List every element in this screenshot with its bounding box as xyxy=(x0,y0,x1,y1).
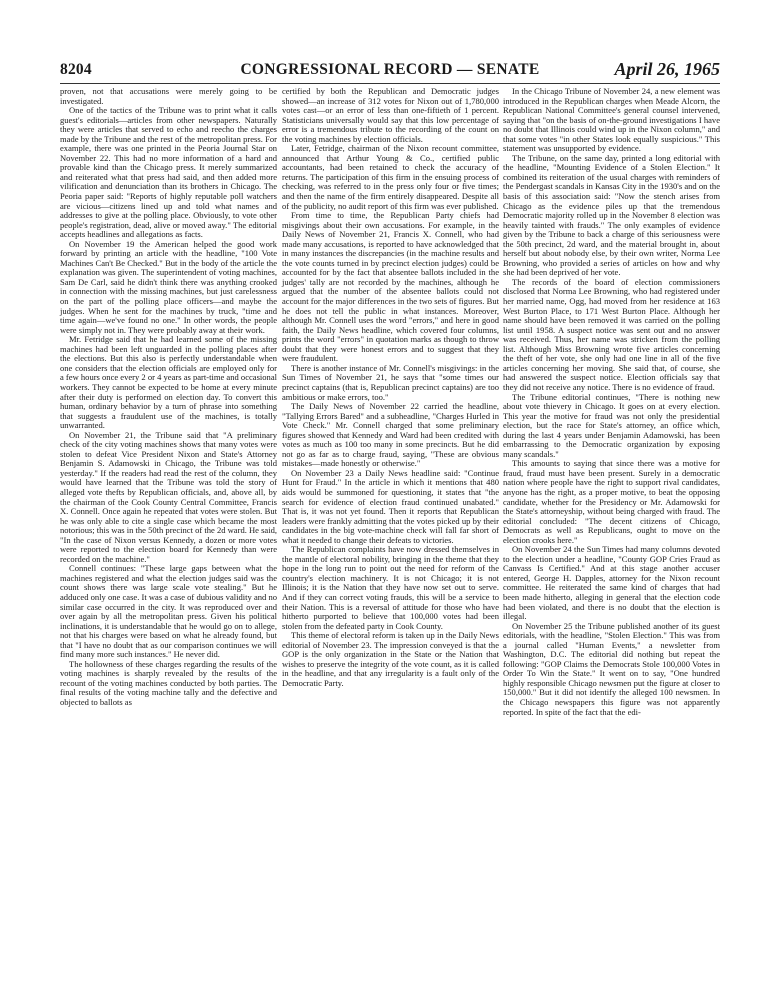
paragraph: Mr. Fetridge said that he had learned some of the missing machines had been left unguarded in the polling places after the elections. But this also is perfectly understandable when one considers that the election officials are employed only for a few hours once every 2 or 4 years as part-time and occasional workers. They cannot be expected to be home at every minute after their duty is performed on election day. To convert this human, ordinary behavior by a turn of phrase into something that suggests a fraudulent use of the machines, is totally unwarranted. xyxy=(60,334,277,431)
page-header xyxy=(60,61,720,83)
page-number: 8204 xyxy=(60,61,92,78)
paragraph: proven, not that accusations were merely going to be investigated. xyxy=(60,86,277,106)
paragraph: On November 21, the Tribune said that "A preliminary check of the city voting machines shows that many votes were stolen to defeat Vice President Nixon and State's Attorney Benjamin S. Adamowski in Chicago, the Tribune was told yesterday." If the readers had read the rest of the column, they would have learned that the Tribune was told the story of alleged vote thefts by Republican officials, and, above all, by the chairman of the Cook County Central Committee, Francis X. Connell. Once again he repeated that votes were stolen. But he was only able to cite a single case which became the most notorious; this was in the 50th precinct of the 2d ward. He said, "In the case of Nixon versus Kennedy, a dozen or more votes were reported to the election board for Kennedy than were recorded on the machine." xyxy=(60,429,277,564)
paragraph: The Daily News of November 22 carried the headline, "Tallying Errors Bared" and a subheadline, "Charges Hurled in Vote Check." Mr. Connell charged that some preliminary figures showed that Kennedy and Ward had been credited with votes as much as 100 too many in some precincts. But he did not go as far as to charge fraud, saying, "These are obvious mistakes—made honestly or otherwise." xyxy=(282,401,499,469)
paragraph: This theme of electoral reform is taken up in the Daily News editorial of November 23. The impression conveyed is that the GOP is the only organization in the State or the Nation that wishes to preserve the integrity of the vote count, as it is called in the headline, and that any irregularity is a fault only of the Democratic Party. xyxy=(282,630,499,688)
paragraph: certified by both the Republican and Democratic judges showed—an increase of 312 votes for Nixon out of 1,780,000 votes cast—or an error of less than one-fiftieth of 1 percent. Statisticians universally would say that this low percentage of error is a tremendous tribute to the recording of the count on the voting machines by election officials. xyxy=(282,86,499,144)
paragraph: Connell continues: "These large gaps between what the machines registered and what the election judges said was the count shows there was large scale vote stealing." But he adduced only one case. It was a case of dubious validity and no similar case occurred in the city. It was reproduced over and over again by all the metropolitan press. Given his political inclinations, it is understandable that he would go on to allege, not that his charges were based on what he already found, but that "I have no doubt that as our comparison continues we will find many more such instances." He never did. xyxy=(60,563,277,660)
publication-title: CONGRESSIONAL RECORD — SENATE xyxy=(240,61,540,78)
paragraph: The records of the board of election commissioners disclosed that Norma Lee Browning, who had registered under her married name, Ogg, had moved from her residence at 163 West Burton Place, to 171 West Burton Place. Although her name should have been removed it was carried on the polling list until 1958. A suspect notice was sent out and no answer was received. Thus, her name was stricken from the polling list. Although Miss Browning wrote five articles concerning the theft of her vote, she only had one line in all of the five articles concerning her moving. She said that, of course, she had answered the suspect notice. Election officials say that they did not receive any notice. There is no evidence of fraud. xyxy=(503,276,720,392)
paragraph: There is another instance of Mr. Connell's misgivings: in the Sun Times of November 21, he says that "some times our precinct captains (that is, Republican precinct captains) are too ambitious or make errors, too." xyxy=(282,362,499,402)
text-column-left xyxy=(60,87,277,708)
paragraph: One of the tactics of the Tribune was to print what it calls guest's editorials—articles from other newspapers. Naturally they were articles that served to echo and reecho the charges made by the Tribune and the rest of the metropolitan press. For example, there was one printed in the Peoria Journal Star on November 22. This had no more information of a hard and provable kind than the Chicago press. It merely summarized and reiterated what that press had said, and then added more vilification and denunciation than its brothers in Chicago. The Peoria paper said: "Reports of highly reputable poll watchers are vicious—citizens lined up and told what names and addresses to give at the polling place. Obviously, to vote other people's registration, dead, alive or moved away." The editorial accepts headlines and allegations as facts. xyxy=(60,105,277,240)
paragraph: The Tribune editorial continues, "There is nothing new about vote thievery in Chicago. It goes on at every election. This year the motive for fraud was not only the presidential election, but the race for State's attorney, an office which, during the last 4 years under Benjamin Adamowski, has been embarrassing to the Democratic organization by exposing many scandals." xyxy=(503,391,720,459)
paragraph: On November 23 a Daily News headline said: "Continue Hunt for Fraud." In the article in which it mentions that 480 aids would be summoned for questioning, it states that "the search for evidence of election fraud continued unabated." That is, it was not yet found. Then it reports that Republican leaders were frankly admitting that the votes picked up by their candidates in the big vote-machine check will fall far short of what it needed to change their defeats to victories. xyxy=(282,467,499,545)
paragraph: This amounts to saying that since there was a motive for fraud, fraud must have been present. Surely in a democratic nation where people have the right to support rival candidates, anyone has the right, as a proper motive, to beat the opposing candidate, whether for the Presidency or Mr. Adamowski for the State's attorneyship, without being charged with fraud. The editorial concluded: "The decent citizens of Chicago, Democrats as well as Republicans, ought to move on the election crooks here." xyxy=(503,458,720,545)
paragraph: The Republican complaints have now dressed themselves in the mantle of electoral nobility, bringing in the theme that they hope in the long run to point out the need for reform of the country's election machinery. It is not Chicago; it is not Illinois; it is the Nation that they have now set out to serve. And if they can correct voting frauds, this will be a service to their Nation. This is a reversal of attitude for those who have hitherto purported to believe that 100,000 votes had been stolen from the defeated party in Cook County. xyxy=(282,544,499,631)
issue-date: April 26, 1965 xyxy=(614,59,720,79)
paragraph: The hollowness of these charges regarding the results of the voting machines is sharply revealed by the results of the recount of the voting machines conducted by both parties. The final results of the voting machine tally and the defective and objected to ballots as xyxy=(60,658,277,707)
paragraph: Later, Fetridge, chairman of the Nixon recount committee, announced that Arthur Young & Co., certified public accountants, had been retained to check the accuracy of returns. The participation of this firm in the ensuing process of checking, was referred to in the press only four or five times; and then the name of the firm entirely disappeared. Despite all of the publicity, no audit report of this firm was ever published. xyxy=(282,143,499,211)
paragraph: On November 25 the Tribune published another of its guest editorials, with the headline, "Stolen Election." This was from a journal called "Human Events," a newsletter from Washington, D.C. The editorial did nothing but repeat the following: "GOP Claims the Democrats Stole 100,000 Votes in Order To Win the State." It went on to say, "One hundred highly responsible Chicago newsmen put the figure at closer to 150,000." But it did not identify the alleged 100 newsmen. In the Chicago newspapers this figure was not apparently reported. In spite of the fact that the edi- xyxy=(503,620,720,717)
paragraph: From time to time, the Republican Party chiefs had misgivings about their own accusations. For example, in the Daily News of November 21, Francis X. Connell, who had made many accusations, is reported to have acknowledged that in many instances the discrepancies (in the machine results and the vote counts turned in by precinct election judges) could be accounted for by the fact that absentee ballots included in the judges' tally are not recorded by the machines, although he argued that the number of the absentee ballots could not account for the major differences in the two sets of figures. But he does not tell the public in what instances. Moreover, although Mr. Connell uses the word "errors," and here in good faith, the Daily News headline, which covered four columns, prints the word "errors" in quotation marks as though to throw doubt that they were honest errors and to suggest that they were fraudulent. xyxy=(282,210,499,364)
paragraph: On November 19 the American helped the good work forward by printing an article with the headline, "100 Vote Machines Can't Be Checked." But in the body of the article the explanation was given. The superintendent of voting machines, Sam De Carl, said he didn't think there was anything crooked in connection with the missing machines, but just carelessness on the part of the polling place officers—and maybe the judges. When he sent for the machines by truck, "time and time again—we've found no one." In other words, the people were simply not in. They were probably away at their work. xyxy=(60,238,277,335)
header-rule xyxy=(60,83,720,84)
paragraph: In the Chicago Tribune of November 24, a new element was introduced in the Republican charges when Meade Alcorn, the Republican National Committee's general counsel intervened, saying that "on the basis of on-the-ground investigations I have no doubt that Illinois could wind up in the Nixon column," and that some votes "in other States look equally suspicious." This statement was unsupported by evidence. xyxy=(503,86,720,154)
paragraph: On November 24 the Sun Times had many columns devoted to the election under a headline, "County GOP Cries Fraud as Canvass Is Certified." And at this stage another accuser entered, George H. Dapples, attorney for the Nixon recount committee. He reiterated the same kind of charges that had been made hitherto, alleging in general that the election code had been violated, and there is no doubt that the election is illegal. xyxy=(503,544,720,622)
text-column-middle xyxy=(282,87,499,688)
paragraph: The Tribune, on the same day, printed a long editorial with the headline, "Mounting Evidence of a Stolen Election." It combined its reiteration of the usual charges with reminders of the Pendergast scandals in Kansas City in the 1930's and on the basis of this association said: "Now the stench arises from Chicago as the evidence piles up that the tremendous Democratic majority rolled up in the November 8 election was heavily tainted with frauds." The only examples of evidence given by the Tribune to back a charge of this seriousness were the 50th precinct, 2d ward, and the material brought in, about herself but about nobody else, by their own writer, Norma Lee Browning, who provided a series of articles on how and why she had been deprived of her vote. xyxy=(503,152,720,278)
text-column-right xyxy=(503,87,720,717)
